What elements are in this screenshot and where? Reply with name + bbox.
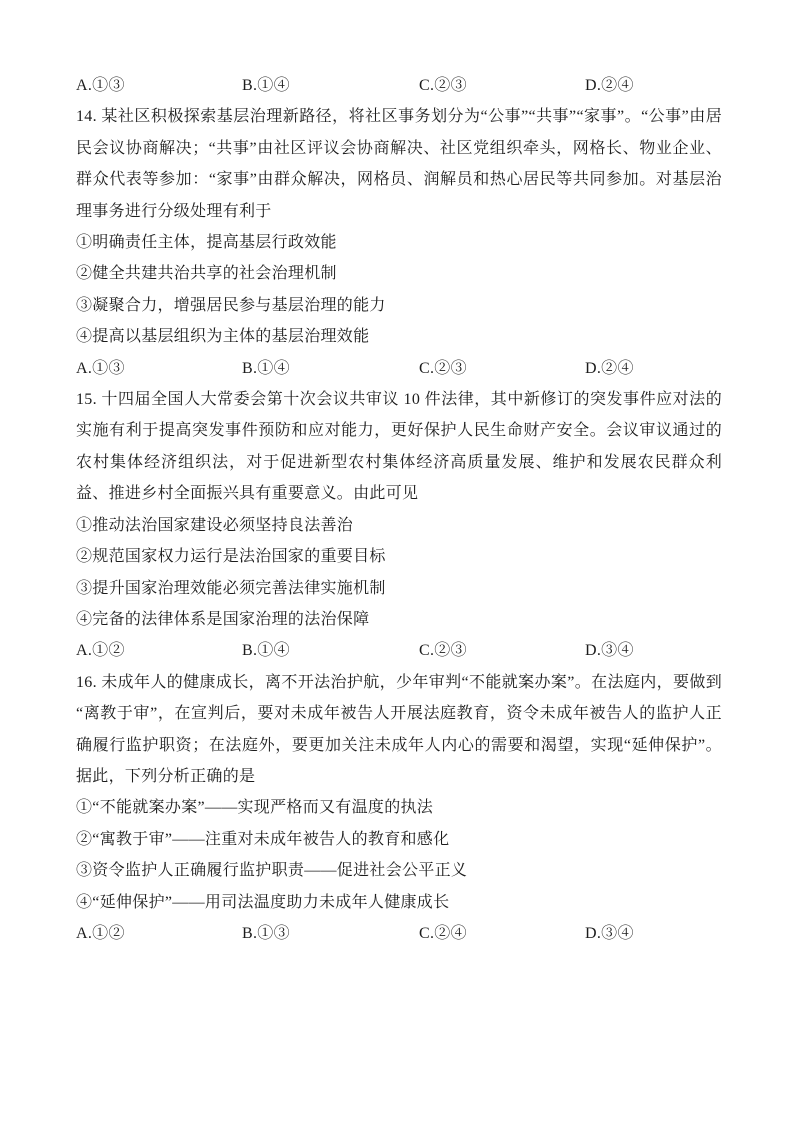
question-16-item-1: ①“不能就案办案”——实现严格而又有温度的执法 (76, 799, 434, 817)
answer-option-b: B.①③ (242, 924, 290, 942)
answer-option-a: A.①② (76, 924, 125, 942)
question-15-body: 15. 十四届全国人大常委会第十次会议共审议 10 件法律，其中新修订的突发事件应对法的实施有利于提高突发事件预防和应对能力，更好保护人民生命财产安全。会议审议通过的农村集体经济组织法，对于促进新型农村集体经济高质量发展、维护和发展农民群众利益、推进乡村全面振兴具有重要意义。由此可见 (76, 391, 722, 503)
answer-option-c: C.②③ (419, 359, 467, 377)
question-14-item-4: ④提高以基层组织为主体的基层治理效能 (76, 328, 370, 346)
answer-option-d: D.③④ (585, 642, 634, 660)
answer-option-b: B.①④ (242, 359, 290, 377)
question-14-item-3: ③凝聚合力，增强居民参与基层治理的能力 (76, 296, 386, 314)
answer-option-d: D.②④ (585, 359, 634, 377)
answer-option-c: C.②③ (419, 77, 467, 94)
answer-option-a: A.①② (76, 642, 125, 660)
question-14-item-1: ①明确责任主体，提高基层行政效能 (76, 234, 337, 252)
question-16-item-4: ④“延伸保护”——用司法温度助力未成年人健康成长 (76, 893, 450, 911)
question-14-item-2: ②健全共建共治共享的社会治理机制 (76, 265, 337, 283)
answer-option-b: B.①④ (242, 77, 290, 94)
question-15-answer-row (76, 635, 722, 666)
answer-option-c: C.②④ (419, 924, 467, 942)
question-14-answer-row (76, 353, 722, 384)
question-15-item-1: ①推动法治国家建设必须坚持良法善治 (76, 516, 354, 534)
question-15 (76, 384, 722, 667)
question-16-item-2: ②“寓教于审”——注重对未成年被告人的教育和感化 (76, 830, 450, 848)
question-14 (76, 101, 722, 384)
answer-row-previous-question (76, 70, 722, 101)
answer-option-b: B.①④ (242, 642, 290, 660)
question-14-body: 14. 某社区积极探索基层治理新路径，将社区事务划分为“公事”“共事”“家事”。“公事”由居民会议协商解决；“共事”由社区评议会协商解决、社区党组织牵头，网格长、物业企业、群众代表等参加：“家事”由群众解决，网格员、润解员和热心居民等共同参加。对基层治理事务进行分级处理有利于 (76, 108, 722, 220)
answer-option-d: D.③④ (585, 924, 634, 942)
question-16 (76, 667, 722, 950)
answer-option-d: D.②④ (585, 77, 634, 94)
question-16-body: 16. 未成年人的健康成长，离不开法治护航，少年审判“不能就案办案”。在法庭内，要做到“离教于审”，在宣判后，要对未成年被告人开展法庭教育，资令未成年被告人的监护人正确履行监护职资；在法庭外，要更加关注未成年人内心的需要和渴望，实现“延伸保护”。据此，下列分析正确的是 (76, 673, 722, 785)
question-16-item-3: ③资令监护人正确履行监护职责——促进社会公平正义 (76, 862, 468, 880)
question-15-item-3: ③提升国家治理效能必须完善法律实施机制 (76, 579, 386, 597)
exam-document (76, 70, 722, 949)
answer-option-c: C.②③ (419, 642, 467, 660)
answer-option-a: A.①③ (76, 77, 125, 94)
question-15-item-4: ④完备的法律体系是国家治理的法治保障 (76, 610, 370, 628)
answer-option-a: A.①③ (76, 359, 125, 377)
question-16-answer-row (76, 918, 722, 949)
question-15-item-2: ②规范国家权力运行是法治国家的重要目标 (76, 548, 386, 566)
